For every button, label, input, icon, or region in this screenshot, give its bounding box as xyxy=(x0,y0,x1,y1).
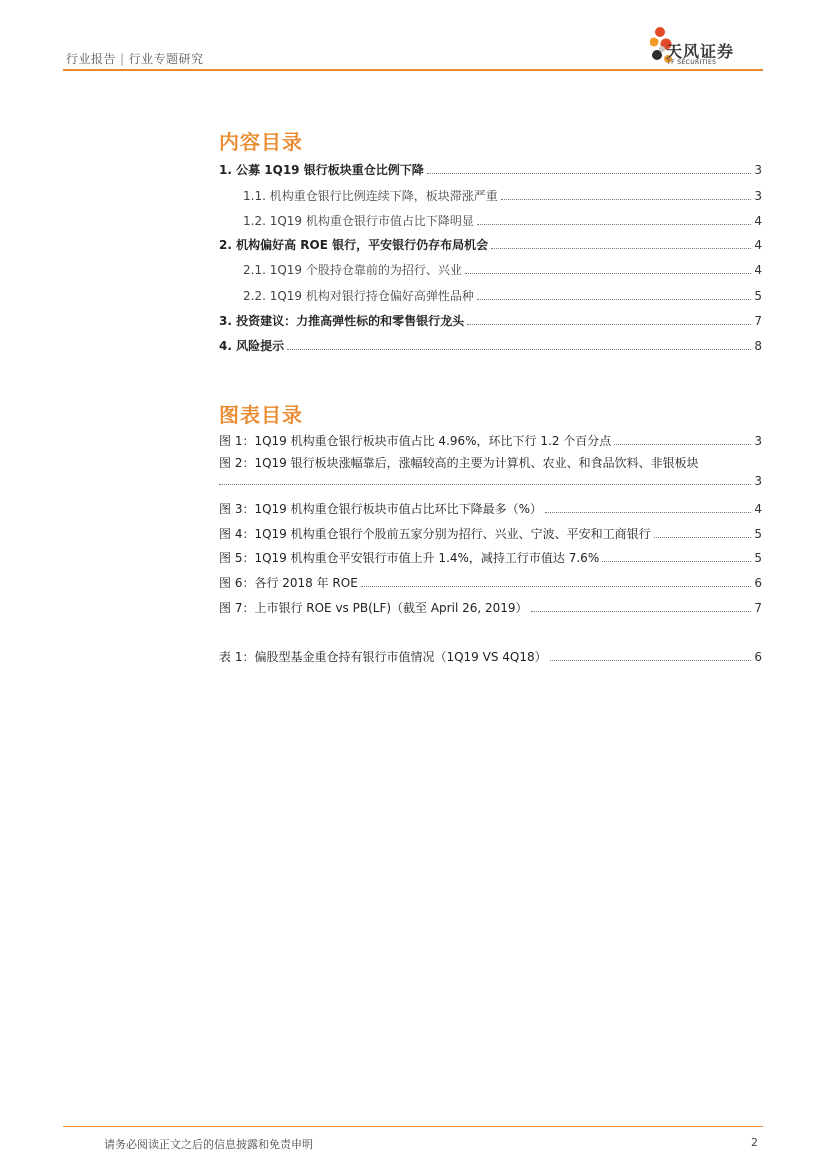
figure-item-label: 图 5：1Q19 机构重仓平安银行市值上升 1.4%，减持工行市值达 7.6% xyxy=(219,551,600,565)
leader-dots xyxy=(287,349,751,350)
toc-item-page: 7 xyxy=(754,314,762,328)
toc-item-label: 1.1. 机构重仓银行比例连续下降，板块滞涨严重 xyxy=(243,189,498,203)
toc-item[interactable] xyxy=(243,258,762,278)
breadcrumb-separator: | xyxy=(120,52,125,66)
figure-item[interactable] xyxy=(219,497,762,517)
toc-item-page: 8 xyxy=(754,339,762,353)
leader-dots xyxy=(654,537,752,538)
table-item[interactable] xyxy=(219,645,762,665)
toc-item[interactable] xyxy=(243,284,762,304)
footer-disclaimer: 请务必阅读正文之后的信息披露和免责申明 xyxy=(104,1138,313,1151)
footer-divider xyxy=(63,1126,763,1127)
leader-dots xyxy=(219,484,751,485)
toc-item-page: 4 xyxy=(754,214,762,228)
table-item-page: 6 xyxy=(754,650,762,664)
contents-title: 内容目录 xyxy=(219,130,303,154)
table-item-label: 表 1：偏股型基金重仓持有银行市值情况（1Q19 VS 4Q18） xyxy=(219,650,547,664)
figure-item[interactable] xyxy=(219,429,762,449)
logo-subtitle: TF SECURITIES xyxy=(667,59,717,66)
figure-item[interactable] xyxy=(219,571,762,591)
toc-item-page: 3 xyxy=(754,163,762,177)
figure-item-page: 5 xyxy=(754,551,762,565)
figure-item[interactable] xyxy=(219,546,762,566)
toc-item[interactable] xyxy=(243,184,762,204)
toc-item-label: 1. 公募 1Q19 银行板块重仓比例下降 xyxy=(219,163,424,177)
leader-dots xyxy=(477,224,751,225)
figure-item-page: 3 xyxy=(754,434,762,448)
toc-item-page: 5 xyxy=(754,289,762,303)
logo-name: 天风证券 xyxy=(666,42,735,61)
leader-dots xyxy=(465,273,751,274)
figure-item-page: 5 xyxy=(754,527,762,541)
page-number: 2 xyxy=(751,1136,758,1149)
breadcrumb-item-report: 行业报告 xyxy=(66,52,117,66)
figure-item-page: 7 xyxy=(754,601,762,615)
figure-item[interactable] xyxy=(219,522,762,542)
toc-item[interactable] xyxy=(219,158,762,178)
breadcrumb-item-topic: 行业专题研究 xyxy=(128,52,204,66)
leader-dots xyxy=(602,561,751,562)
toc-item-label: 4. 风险提示 xyxy=(219,339,285,353)
toc-item-label: 2. 机构偏好高 ROE 银行，平安银行仍存布局机会 xyxy=(219,238,489,252)
toc-item-label: 3. 投资建议：力推高弹性标的和零售银行龙头 xyxy=(219,314,465,328)
figure-item-label: 图 6：各行 2018 年 ROE xyxy=(219,576,358,590)
toc-item[interactable] xyxy=(219,309,762,329)
breadcrumb xyxy=(66,50,204,67)
toc-item-page: 4 xyxy=(754,238,762,252)
leader-dots xyxy=(501,199,752,200)
figure-item-label: 图 1：1Q19 机构重仓银行板块市值占比 4.96%，环比下行 1.2 个百分点 xyxy=(219,434,612,448)
page-header xyxy=(0,0,827,78)
leader-dots xyxy=(361,586,752,587)
figure-item-label: 图 7：上市银行 ROE vs PB(LF)（截至 April 26, 2019） xyxy=(219,601,528,615)
figure-item-page: 6 xyxy=(754,576,762,590)
toc-item-label: 2.1. 1Q19 个股持仓靠前的为招行、兴业 xyxy=(243,263,462,277)
leader-dots xyxy=(531,611,752,612)
figure-item-label: 图 4：1Q19 机构重仓银行个股前五家分别为招行、兴业、宁波、平安和工商银行 xyxy=(219,527,651,541)
figure-item-label: 图 3：1Q19 机构重仓银行板块市值占比环比下降最多（%） xyxy=(219,502,543,516)
figure-item-page: 3 xyxy=(754,474,762,488)
figure-item[interactable] xyxy=(219,596,762,616)
toc-item-label: 1.2. 1Q19 机构重仓银行市值占比下降明显 xyxy=(243,214,474,228)
figure-item[interactable] xyxy=(219,455,762,489)
leader-dots xyxy=(550,660,752,661)
figure-item-label: 图 2：1Q19 银行板块涨幅靠后，涨幅较高的主要为计算机、农业、和食品饮料、非银板块 xyxy=(219,456,699,470)
toc-item[interactable] xyxy=(243,209,762,229)
figure-item-page: 4 xyxy=(754,502,762,516)
toc-item-label: 2.2. 1Q19 机构对银行持仓偏好高弹性品种 xyxy=(243,289,474,303)
figures-title: 图表目录 xyxy=(219,403,303,427)
leader-dots xyxy=(477,299,751,300)
leader-dots xyxy=(467,324,751,325)
leader-dots xyxy=(614,444,751,445)
leader-dots xyxy=(427,173,752,174)
leader-dots xyxy=(545,512,751,513)
toc-item-page: 3 xyxy=(754,189,762,203)
toc-item[interactable] xyxy=(219,334,762,354)
leader-dots xyxy=(491,248,751,249)
header-divider xyxy=(63,69,763,71)
toc-item-page: 4 xyxy=(754,263,762,277)
figure-item-continuation xyxy=(219,473,762,489)
toc-item[interactable] xyxy=(219,233,762,253)
